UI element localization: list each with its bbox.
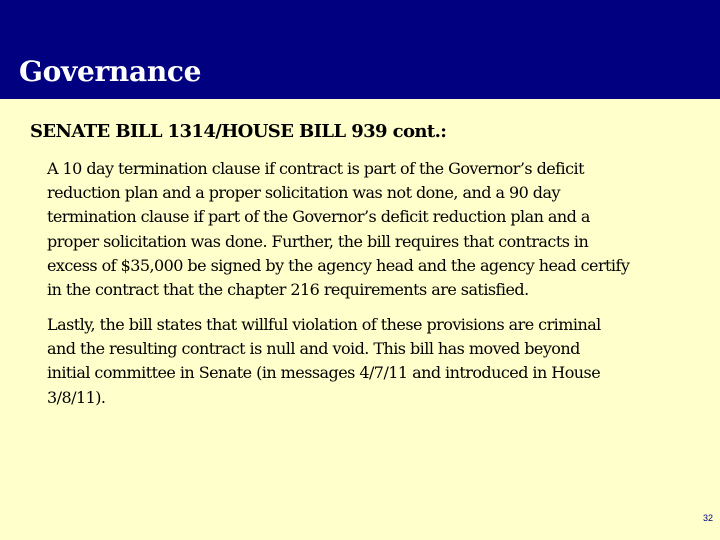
paragraph-violation <box>47 313 707 410</box>
paragraph-line: excess of $35,000 be signed by the agency head and the agency head certify <box>47 255 630 275</box>
page-number: 32 <box>702 513 713 523</box>
paragraph-line: initial committee in Senate (in messages 4/7/11 and introduced in House <box>47 363 601 383</box>
paragraph-line: reduction plan and a proper solicitation was not done, and a 90 day <box>47 183 560 203</box>
slide-title: Governance <box>19 55 202 88</box>
paragraph-line: Lastly, the bill states that willful violation of these provisions are criminal <box>47 315 601 334</box>
paragraph-line: termination clause if part of the Governor’s deficit reduction plan and a <box>47 207 590 227</box>
paragraph-line: A 10 day termination clause if contract is part of the Governor’s deficit <box>47 159 584 178</box>
paragraph-line: in the contract that the chapter 216 requirements are satisfied. <box>47 280 529 300</box>
paragraph-line: proper solicitation was done. Further, the bill requires that contracts in <box>47 231 589 251</box>
bill-heading: SENATE BILL 1314/HOUSE BILL 939 cont.: <box>30 121 447 142</box>
paragraph-line: 3/8/11). <box>47 387 106 407</box>
paragraph-termination-clause <box>47 157 707 302</box>
paragraph-line: and the resulting contract is null and void. This bill has moved beyond <box>47 339 580 359</box>
